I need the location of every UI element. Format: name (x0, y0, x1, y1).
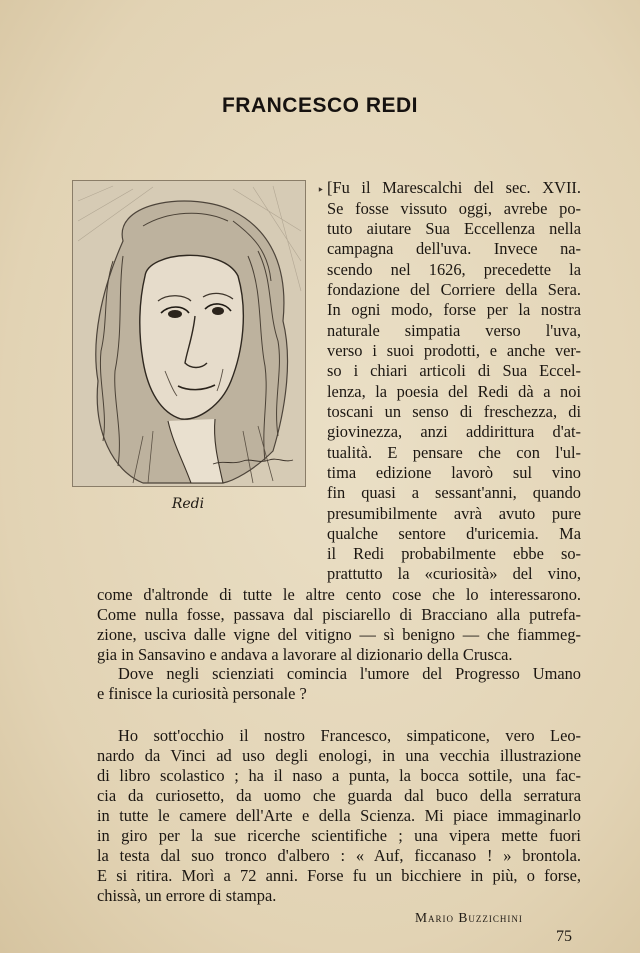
paragraph-mark-icon: ‣ (317, 183, 325, 197)
author-signature: Mario Buzzichini (415, 910, 523, 925)
text-line: so i chiari articoli di Sua Eccel- (327, 361, 581, 380)
text-line: il Redi probabilmente ebbe so- (327, 544, 581, 563)
text-line: chissà, un errore di stampa. (97, 886, 277, 905)
page-number: 75 (556, 928, 572, 945)
text-line: zione, usciva dalle vigne del vitigno — sì benigno — che fiammeg- (97, 625, 581, 644)
text-line: tualità. E pensare che con l'ul- (327, 443, 581, 462)
portrait-sketch (73, 181, 305, 486)
portrait-caption: Redi (171, 496, 205, 512)
text-line: campagna dell'uva. Invece na- (327, 239, 581, 258)
text-line: Se fosse vissuto oggi, avrebe po- (327, 199, 581, 218)
portrait-illustration (72, 180, 306, 487)
text-line: verso i suoi prodotti, e anche ver- (327, 341, 581, 360)
text-line: Dove negli scienziati comincia l'umore del Progresso Umano (118, 664, 581, 683)
text-line: naturale simpatia verso l'uva, (327, 321, 581, 340)
text-line: scendo nel 1626, precedette la (327, 260, 581, 279)
text-line: gia in Sansavino e andava a lavorare al dizionario della Crusca. (97, 645, 513, 664)
text-line: Ho sott'occhio il nostro Francesco, simpaticone, vero Leo- (118, 726, 581, 745)
text-line: e finisce la curiosità personale ? (97, 684, 307, 703)
text-line: in giro per la sue ricerche scientifiche ; una vipera mette fuori (97, 826, 581, 845)
text-line: prattutto la «curiosità» del vino, (327, 564, 581, 583)
text-line: Come nulla fosse, passava dal pisciarello di Bracciano alla putrefa- (97, 605, 581, 624)
text-line: giovinezza, anzi addirittura d'at- (327, 422, 581, 441)
text-line: toscani un senso di freschezza, di (327, 402, 581, 421)
text-line: In ogni modo, forse per la nostra (327, 300, 581, 319)
text-line: qualche sentore d'uricemia. Ma (327, 524, 581, 543)
text-line: [Fu il Marescalchi del sec. XVII. (327, 178, 581, 197)
text-line: come d'altronde di tutte le altre cento cose che lo interessarono. (97, 585, 581, 604)
text-line: la testa dal suo tronco d'albero : « Auf, ficcanaso ! » brontola. (97, 846, 581, 865)
article-title: FRANCESCO REDI (221, 94, 418, 117)
text-line: di libro scolastico ; ha il naso a punta, la bocca sottile, una fac- (97, 766, 581, 785)
text-line: in tutte le camere dell'Arte e della Scienza. Mi piace immaginarlo (97, 806, 581, 825)
text-line: fin quasi a sessant'anni, quando (327, 483, 581, 502)
text-line: nardo da Vinci ad uso degli enologi, in una vecchia illustrazione (97, 746, 581, 765)
text-line: tuto aiutare Sua Eccellenza nella (327, 219, 581, 238)
text-line: fondazione del Corriere della Sera. (327, 280, 581, 299)
text-line: E si ritira. Morì a 72 anni. Forse fu un bicchiere in più, o forse, (97, 866, 581, 885)
text-line: presumibilmente avrà avuto pure (327, 504, 581, 523)
text-line: tima edizione lavorò sul vino (327, 463, 581, 482)
text-line: cia da curiosetto, da uomo che guarda dal buco della serratura (97, 786, 581, 805)
text-line: lenza, la poesia del Redi dà a noi (327, 382, 581, 401)
